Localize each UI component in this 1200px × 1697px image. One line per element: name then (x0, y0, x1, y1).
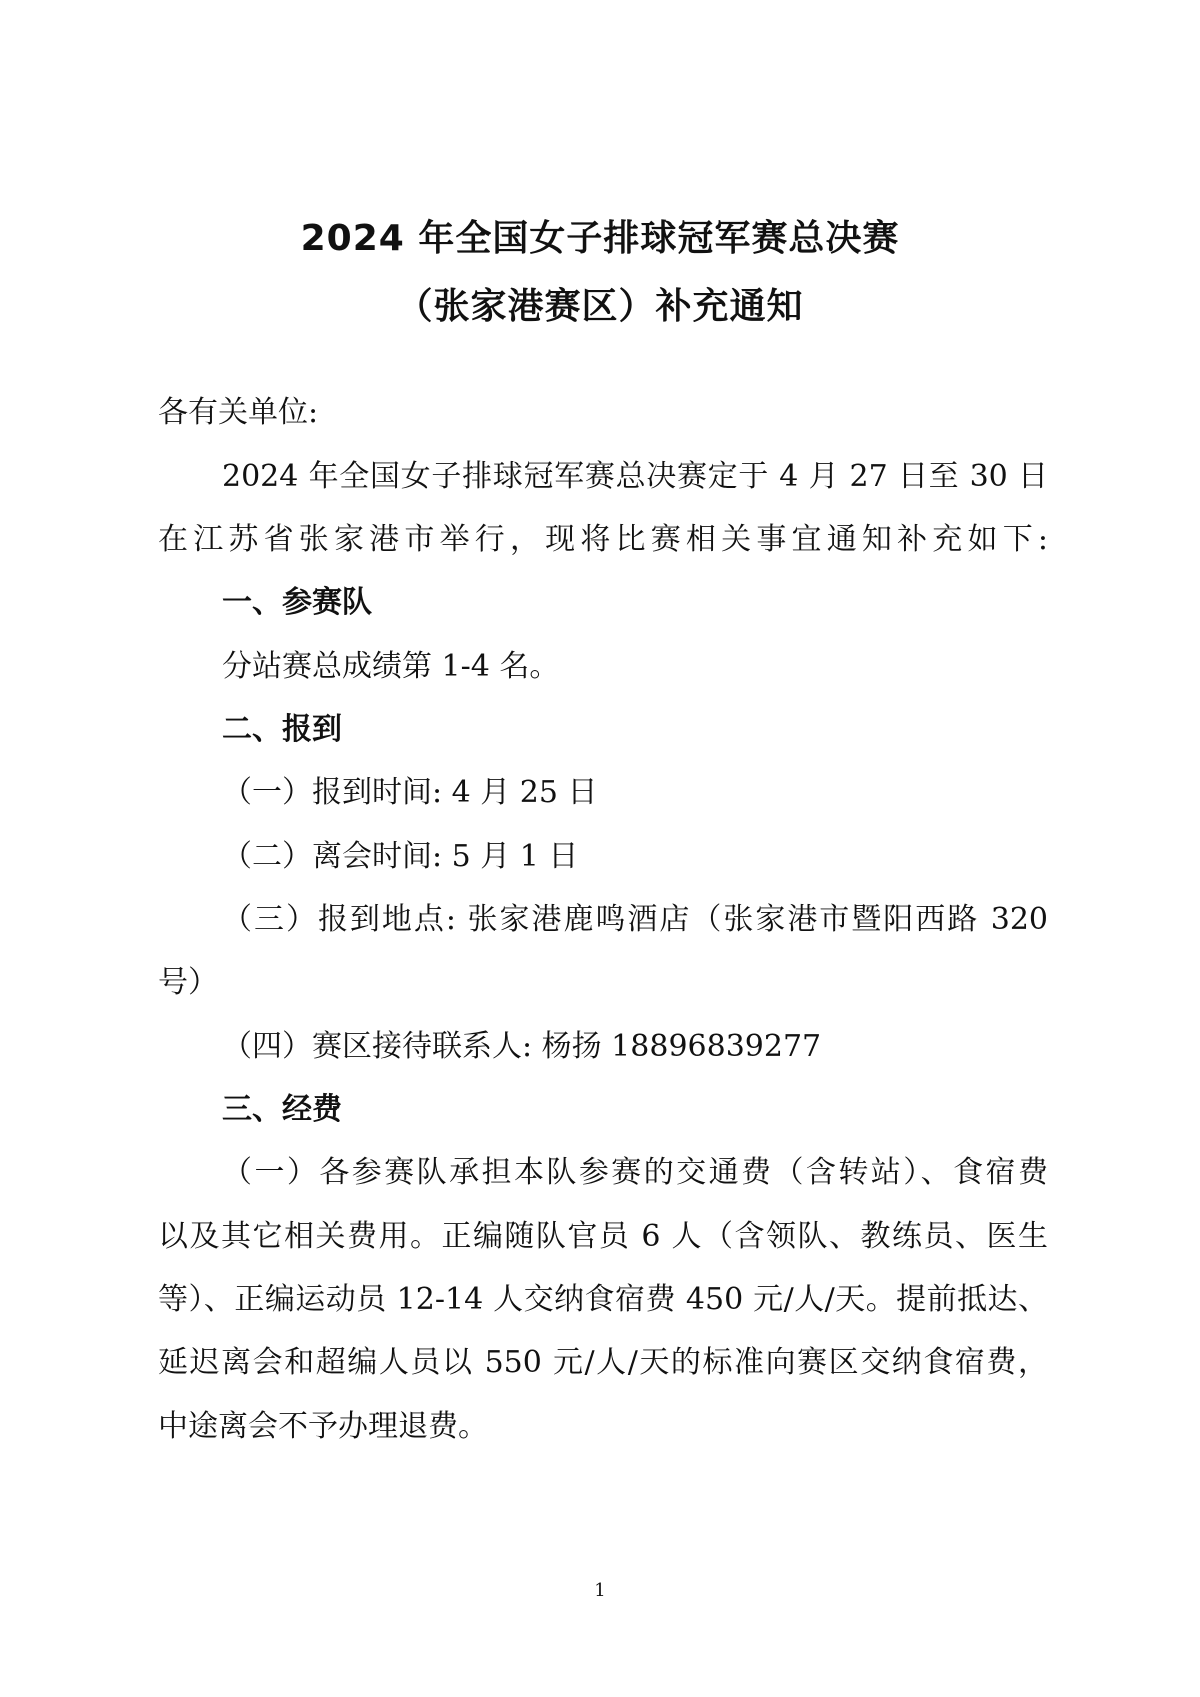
section-1-text: 分站赛总成绩第 1-4 名。 (222, 649, 560, 684)
section-2-item-1: （一）报到时间: 4 月 25 日 (222, 775, 598, 810)
intro-line-2: 在江苏省张家港市举行，现将比赛相关事宜通知补充如下: (158, 522, 1048, 557)
document-title-line-1: 2024 年全国女子排球冠军赛总决赛 (300, 218, 900, 259)
section-3-para-line-3: 等）、正编运动员 12-14 人交纳食宿费 450 元/人/天。提前抵达、 (158, 1282, 1048, 1317)
section-2-heading: 二、报到 (222, 712, 342, 747)
section-2-item-4: （四）赛区接待联系人: 杨扬 18896839277 (222, 1029, 822, 1064)
section-1-heading: 一、参赛队 (222, 585, 372, 620)
section-3-para-line-4: 延迟离会和超编人员以 550 元/人/天的标准向赛区交纳食宿费， (158, 1345, 1048, 1380)
section-3-para-line-2: 以及其它相关费用。正编随队官员 6 人（含领队、教练员、医生 (158, 1219, 1048, 1254)
section-3-para-line-5: 中途离会不予办理退费。 (158, 1409, 488, 1444)
page-number: 1 (594, 1580, 606, 1601)
section-2-item-3-line-1: （三）报到地点: 张家港鹿鸣酒店（张家港市暨阳西路 320 (222, 902, 1048, 937)
section-3-heading: 三、经费 (222, 1092, 342, 1127)
salutation: 各有关单位: (158, 395, 319, 430)
section-2-item-3-line-2: 号） (158, 965, 218, 1000)
document-title-line-2: （张家港赛区）补充通知 (396, 286, 804, 327)
section-2-item-2: （二）离会时间: 5 月 1 日 (222, 839, 579, 874)
intro-line-1: 2024 年全国女子排球冠军赛总决赛定于 4 月 27 日至 30 日 (222, 459, 1048, 494)
section-3-para-line-1: （一）各参赛队承担本队参赛的交通费（含转站）、食宿费 (222, 1155, 1048, 1190)
